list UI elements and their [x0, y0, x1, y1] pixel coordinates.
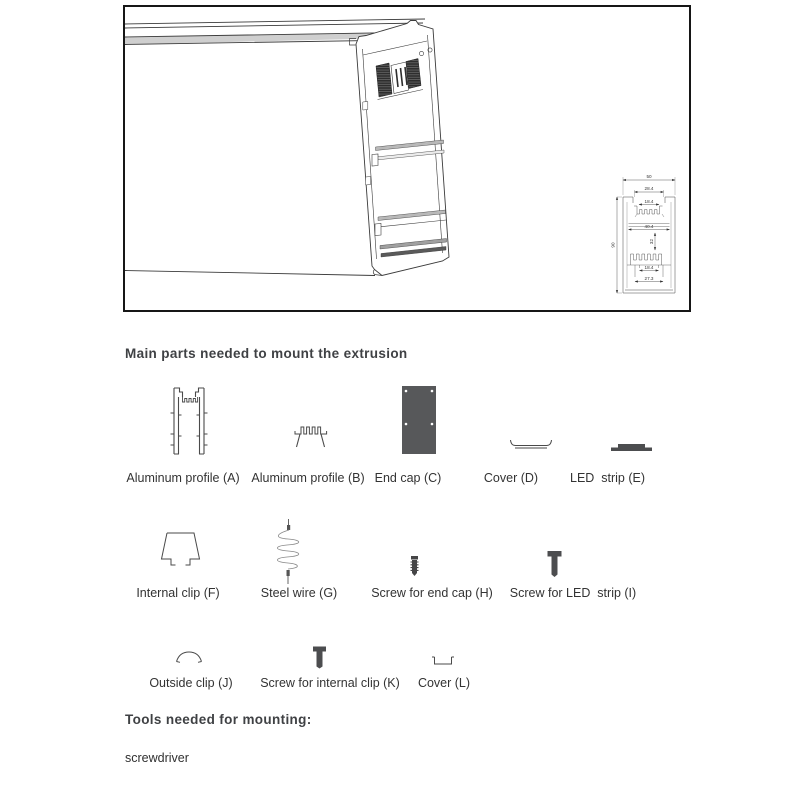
part-label-k: Screw for internal clip (K) [260, 676, 400, 690]
part-label-l: Cover (L) [417, 676, 471, 690]
dim-overall-width: 50 [646, 174, 652, 179]
part-label-h: Screw for end cap (H) [371, 586, 493, 600]
aluminum-profile-b-icon [291, 420, 331, 448]
screw-end-cap-icon [406, 554, 423, 578]
part-label-d: Cover (D) [483, 471, 539, 485]
part-label-b: Aluminum profile (B) [251, 471, 365, 485]
steel-wire-icon [270, 518, 307, 585]
part-label-a: Aluminum profile (A) [126, 471, 240, 485]
main-parts-heading: Main parts needed to mount the extrusion [125, 346, 408, 361]
cover-l-icon [430, 655, 456, 668]
dim-mid-depth: 32 [649, 238, 654, 245]
tools-heading: Tools needed for mounting: [125, 712, 312, 727]
dim-top-channel: 28.4 [644, 186, 654, 191]
outside-clip-icon [174, 648, 204, 664]
part-label-i: Screw for LED strip (I) [509, 586, 637, 600]
screw-internal-clip-icon [310, 645, 329, 669]
dim-bottom-channel: 27.3 [644, 276, 654, 281]
part-label-c: End cap (C) [374, 471, 442, 485]
internal-clip-icon [157, 530, 204, 571]
dim-overall-height: 90 [610, 242, 616, 248]
part-label-j: Outside clip (J) [149, 676, 233, 690]
screw-led-strip-icon [545, 549, 564, 578]
technical-drawing-box [123, 5, 691, 312]
dimensioned-cross-section [611, 174, 676, 293]
cover-d-icon [508, 438, 554, 451]
led-strip-icon [609, 440, 654, 452]
extrusion-long-view [125, 19, 449, 276]
extrusion-perspective-drawing [125, 7, 689, 310]
dim-led-top: 18.4 [644, 199, 654, 204]
part-label-g: Steel wire (G) [260, 586, 338, 600]
aluminum-profile-a-icon [167, 382, 211, 456]
part-label-e: LED strip (E) [570, 471, 646, 485]
part-label-f: Internal clip (F) [136, 586, 220, 600]
dim-inner-width: 40.4 [644, 224, 654, 229]
end-cap-icon [401, 385, 437, 455]
dim-led-bottom: 18.4 [644, 265, 654, 270]
tools-list: screwdriver [125, 751, 189, 765]
